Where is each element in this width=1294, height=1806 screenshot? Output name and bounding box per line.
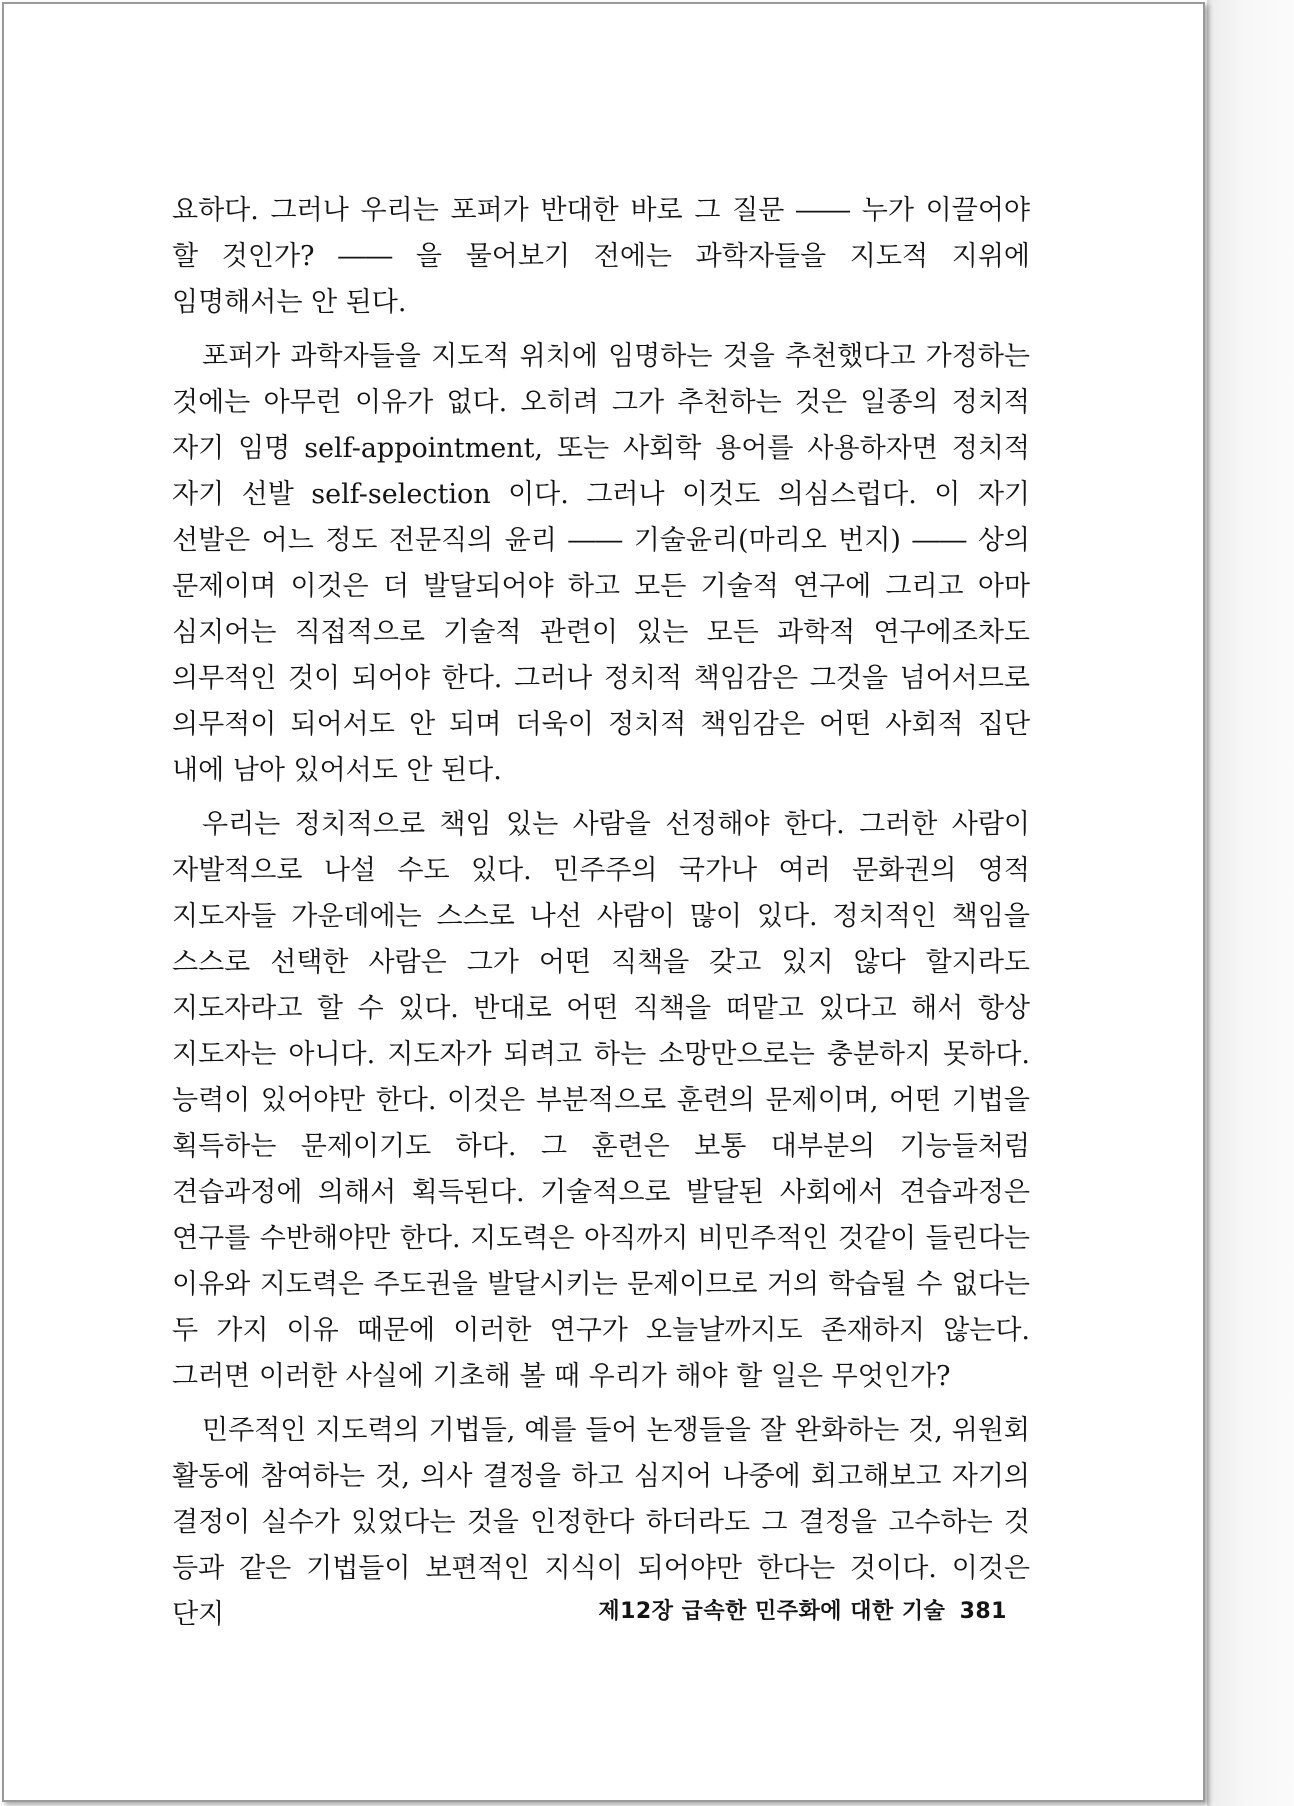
page-body [172, 188, 1030, 1638]
paragraph-1: 요하다. 그러나 우리는 포퍼가 반대한 바로 그 질문 ―― 누가 이끌어야 할 것인가? ―― 을 물어보기 전에는 과학자들을 지도적 지위에 임명해서는 안 된다. [172, 195, 1030, 318]
paragraph-3: 우리는 정치적으로 책임 있는 사람을 선정해야 한다. 그러한 사람이 자발적으로 나설 수도 있다. 민주주의 국가나 여러 문화권의 영적 지도자들 가운데에는 스스로 나선 사람이 많이 있다. 정치적인 책임을 스스로 선택한 사람은 그가 어떤 직책을 갖고 있지 않다 할지라도 지도자라고 할 수 있다. 반대로 어떤 직책을 떠맡고 있다고 해서 항상 지도자는 아니다. 지도자가 되려고 하는 소망만으로는 충분하지 못하다. 능력이 있어야만 한다. 이것은 부분적으로 훈련의 문제이며, 어떤 기법을 획득하는 문제이기도 하다. 그 훈련은 보통 대부분의 기능들처럼 견습과정에 의해서 획득된다. 기술적으로 발달된 사회에서 견습과정은 연구를 수반해야만 한다. 지도력은 아직까지 비민주적인 것같이 들린다는 이유와 지도력은 주도권을 발달시키는 문제이므로 거의 학습될 수 없다는 두 가지 이유 때문에 이러한 연구가 오늘날까지도 존재하지 않는다. 그러면 이러한 사실에 기초해 볼 때 우리가 해야 할 일은 무엇인가? [172, 809, 1030, 1392]
paragraph-4: 민주적인 지도력의 기법들, 예를 들어 논쟁들을 잘 완화하는 것, 위원회 활동에 참여하는 것, 의사 결정을 하고 심지어 나중에 회고해보고 자기의 결정이 실수가 있었다는 것을 인정한다 하더라도 그 결정을 고수하는 것 등과 같은 기법들이 보편적인 지식이 되어야만 한다는 것이다. 이것은 단지 [172, 1415, 1030, 1630]
running-footer [592, 1594, 1007, 1625]
paragraph-2: 포퍼가 과학자들을 지도적 위치에 임명하는 것을 추천했다고 가정하는 것에는 아무런 이유가 없다. 오히려 그가 추천하는 것은 일종의 정치적 자기 임명 self-appointment, 또는 사회학 용어를 사용하자면 정치적 자기 선발 self-selection 이다. 그러나 이것도 의심스럽다. 이 자기 선발은 어느 정도 전문직의 윤리 ―― 기술윤리(마리오 번지) ―― 상의 문제이며 이것은 더 발달되어야 하고 모든 기술적 연구에 그리고 아마 심지어는 직접적으로 기술적 관련이 있는 모든 과학적 연구에조차도 의무적인 것이 되어야 한다. 그러나 정치적 책임감은 그것을 넘어서므로 의무적이 되어서도 안 되며 더욱이 정치적 책임감은 어떤 사회적 집단 내에 남아 있어서도 안 된다. [172, 341, 1030, 786]
chapter-title: 제12장 급속한 민주화에 대한 기술 [598, 1599, 946, 1624]
book-page [2, 2, 1205, 1802]
page-number: 381 [959, 1599, 1007, 1624]
adjacent-page-edge [1207, 0, 1294, 1806]
